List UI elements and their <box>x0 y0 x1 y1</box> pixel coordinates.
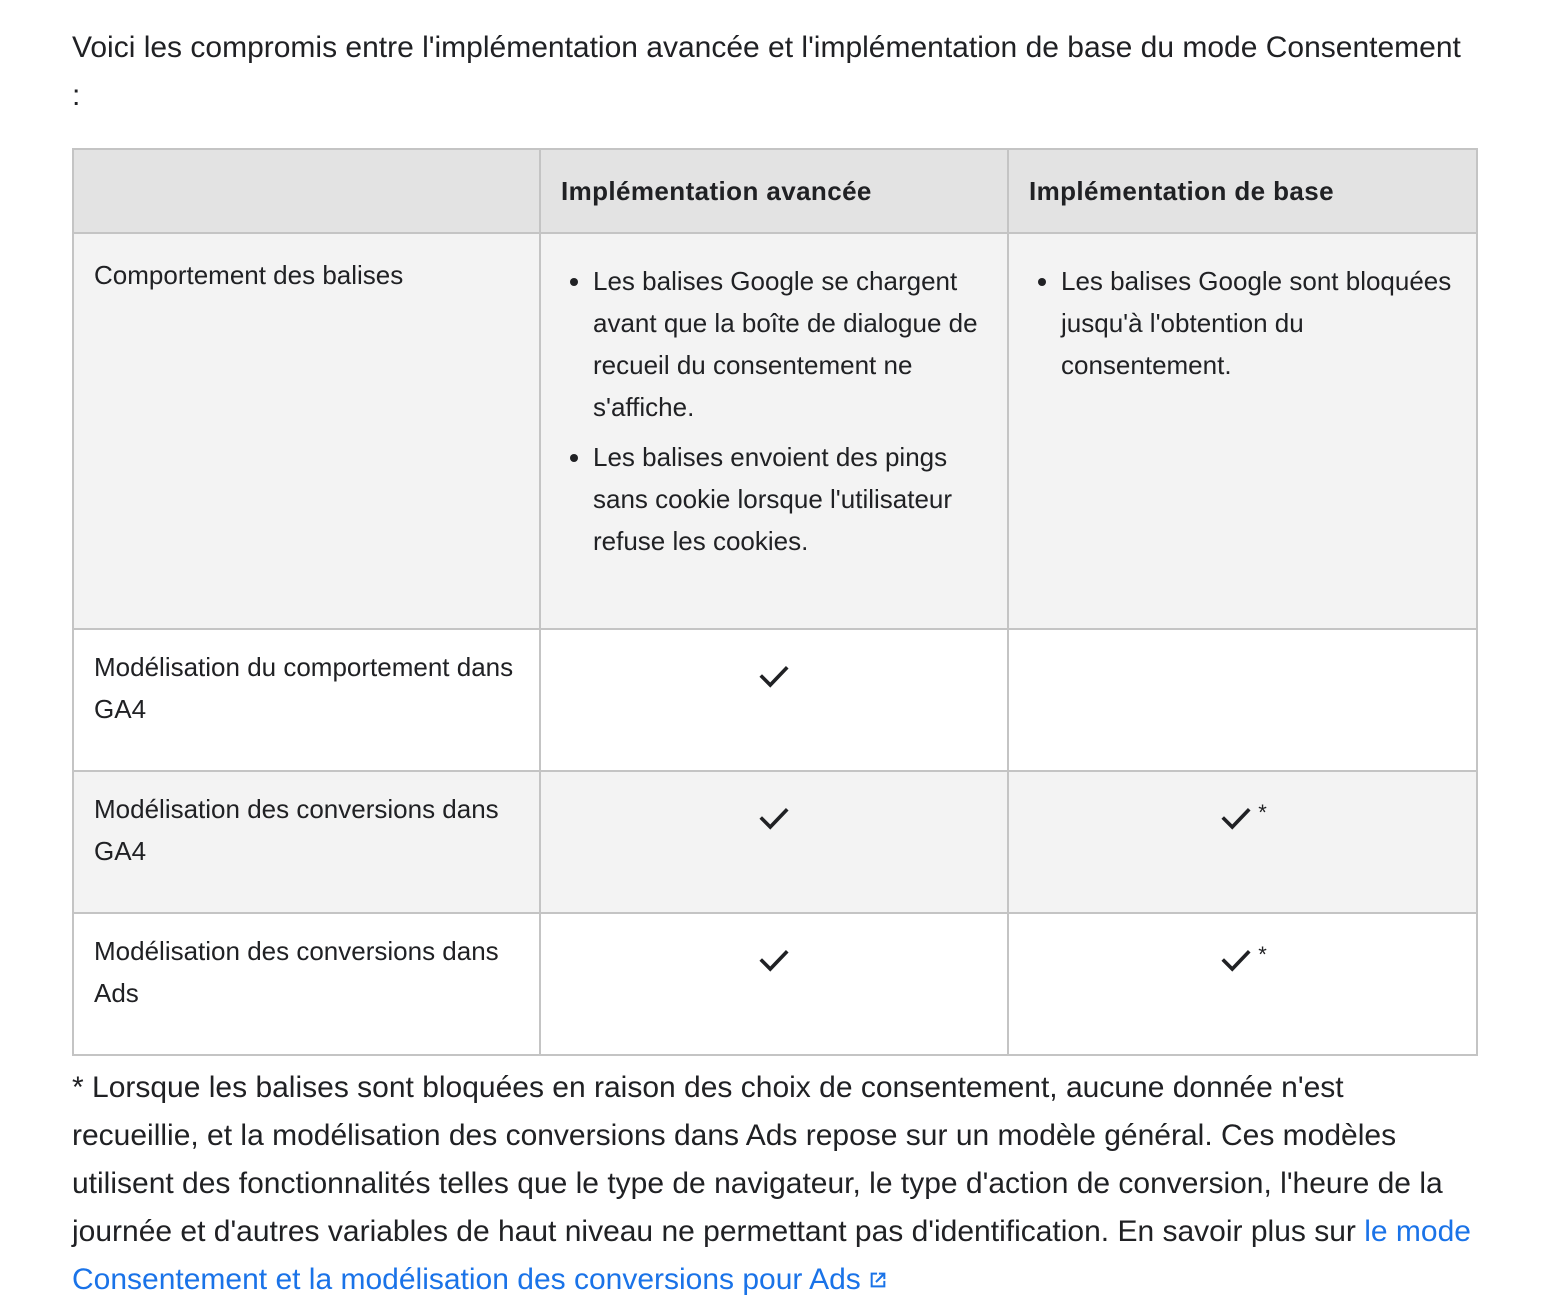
row-label: Modélisation des conversions dans Ads <box>73 913 540 1055</box>
footnote-marker: * <box>1258 800 1267 825</box>
row-label: Comportement des balises <box>73 233 540 629</box>
advanced-cell <box>540 233 1008 629</box>
advanced-cell <box>540 913 1008 1055</box>
list-item: • Les balises Google sont bloquées jusqu'à l'obtention du consentement. <box>1061 260 1456 386</box>
comparison-table <box>72 148 1478 1056</box>
row-label: Modélisation des conversions dans GA4 <box>73 771 540 913</box>
check-icon <box>1218 800 1254 836</box>
intro-paragraph: Voici les compromis entre l'implémentation avancée et l'implémentation de base du mode Consentement : <box>72 31 1461 112</box>
table-row <box>73 913 1477 1055</box>
table-row <box>73 233 1477 629</box>
advanced-cell <box>540 771 1008 913</box>
table-row <box>73 629 1477 771</box>
basic-bullet-list <box>1029 260 1456 386</box>
footnote-marker: * <box>1258 942 1267 967</box>
basic-cell <box>1008 629 1477 771</box>
list-item: • Les balises Google se chargent avant que la boîte de dialogue de recueil du consentement ne s'affiche. <box>593 260 987 428</box>
basic-cell <box>1008 771 1477 913</box>
table-header-row <box>73 149 1477 233</box>
advanced-bullet-list <box>561 260 987 562</box>
basic-cell <box>1008 233 1477 629</box>
header-advanced: Implémentation avancée <box>540 149 1008 233</box>
check-icon <box>756 942 792 978</box>
footnote-text: * Lorsque les balises sont bloquées en raison des choix de consentement, aucune donnée n'est recueillie, et la modélisation des conversions dans Ads repose sur un modèle général. Ces modèles utilisent des fonctionnalités telles que le type de navigateur, le type d'action de conversion, l'heure de la journée et d'autres variables de haut niveau ne permettant pas d'identification. En savoir plus sur <box>72 1071 1443 1248</box>
advanced-cell <box>540 629 1008 771</box>
row-label: Modélisation du comportement dans GA4 <box>73 629 540 771</box>
table-row <box>73 771 1477 913</box>
article-content <box>72 24 1476 1304</box>
basic-cell <box>1008 913 1477 1055</box>
link-text: le mode Consentement et la modélisation des conversions pour Ads <box>72 1215 1471 1296</box>
check-icon <box>756 800 792 836</box>
check-icon <box>756 658 792 694</box>
list-item: • Les balises envoient des pings sans cookie lorsque l'utilisateur refuse les cookies. <box>593 436 987 562</box>
external-link-icon <box>867 1258 889 1280</box>
check-icon <box>1218 942 1254 978</box>
header-basic: Implémentation de base <box>1008 149 1477 233</box>
footnote-paragraph <box>72 1064 1476 1304</box>
header-empty <box>73 149 540 233</box>
